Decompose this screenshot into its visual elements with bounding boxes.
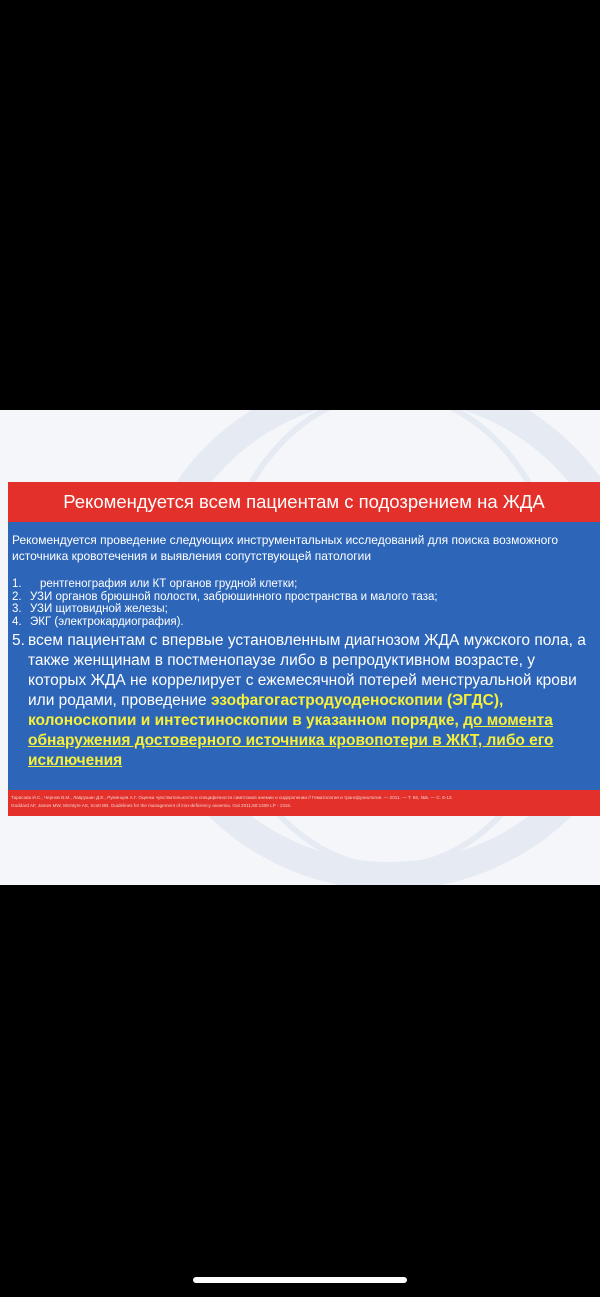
item-number: 1. (12, 578, 22, 590)
list-item (12, 603, 596, 616)
underlined-highlighted-text: до момента обнаружения достоверного источника кровопотери в ЖКТ, либо его исключения (28, 712, 554, 769)
reference: Тарасова И.С., Чернов В.М., Лаврушин Д.Е., Румянцев А.Г. Оценка чувствительности и специфичности симптомов анемии и сидеропении // Гематология и трансфузиология. — 2011. — Т. 56, №5. — С. 6-13. (11, 795, 453, 800)
item-text: УЗИ щитовидной железы; (30, 603, 168, 615)
item-number: 2. (12, 590, 22, 603)
references (8, 790, 600, 816)
item-text: рентгенография или КТ органов грудной клетки; (40, 578, 298, 590)
list-item (12, 616, 596, 629)
list-item-5 (12, 631, 596, 771)
presentation-slide (0, 410, 600, 885)
slide-title: Рекомендуется всем пациентам с подозрением на ЖДА (8, 482, 600, 522)
list-item (12, 578, 596, 591)
list-item (12, 591, 596, 604)
home-indicator[interactable] (193, 1277, 407, 1283)
item-text (28, 631, 596, 771)
slide-body (8, 522, 600, 790)
highlighted-text: эзофагогастродуоденоскопии (ЭГДС), колоноскопии и интестиноскопии в указанном порядке, (28, 692, 504, 729)
item-text: ЭКГ (электрокардиография). (30, 615, 184, 628)
item-number: 4. (12, 615, 22, 628)
item-number: 3. (12, 603, 22, 615)
reference: Goddard AF, James MW, McIntyre AS, Scott BB. Guidelines for the management of iron-deficiency anaemia. Gut 2011;60:1309 LP - 1316. (11, 803, 292, 808)
recommendation-list (12, 578, 596, 628)
item-number: 5. (12, 632, 25, 649)
slide-intro: Рекомендуется проведение следующих инструментальных исследований для поиска возможного источника кровотечения и выявления сопутствующей патологии (12, 533, 559, 563)
item5-text: всем пациентам с впервые установленным диагнозом ЖДА мужского пола, а также женщинам в постменопаузе либо в репродуктивном возрасте, у которых ЖДА не коррелирует с ежемесячной потерей менструальной крови или родами, проведение (28, 632, 586, 709)
item-text: УЗИ органов брюшной полости, забрюшинного пространства и малого таза; (30, 590, 438, 603)
